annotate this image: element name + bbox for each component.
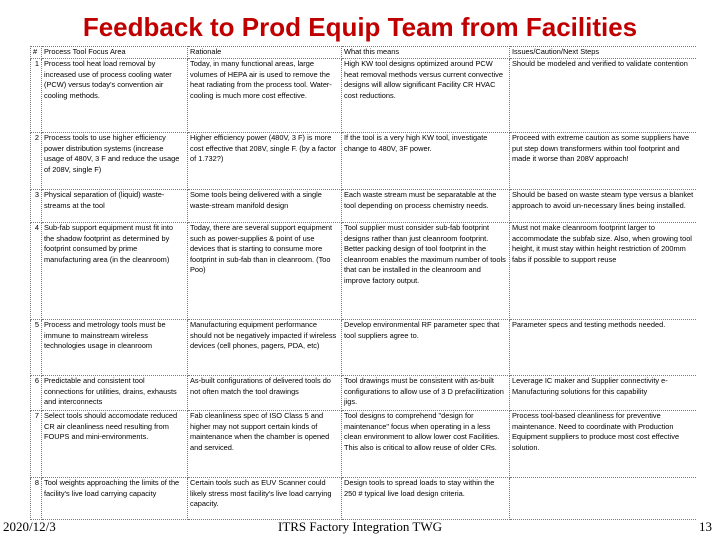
row-number: 4: [31, 223, 42, 320]
row-number: 8: [31, 478, 42, 520]
rationale-cell: Certain tools such as EUV Scanner could likely stress most facility's live load carrying capacity.: [188, 478, 342, 520]
table-row: [31, 411, 698, 478]
issues-cell: Leverage IC maker and Supplier connectivity e-Manufacturing solutions for this capability: [510, 376, 698, 411]
footer-org: ITRS Factory Integration TWG: [277, 519, 443, 534]
issues-cell: Process tool-based cleanliness for preventive maintenance. Need to coordinate with Production Equipment suppliers to produce most cost effective solution.: [510, 411, 698, 478]
header-rationale: Rationale: [188, 47, 342, 59]
table-row: [31, 133, 698, 190]
issues-cell: Must not make cleanroom footprint larger to accommodate the subfab size. Also, when growing tool height, it must stay within height restriction of 200mm fabs if possible to support reuse: [510, 223, 698, 320]
row-number: 7: [31, 411, 42, 478]
focus-area-cell: Predictable and consistent tool connections for utilities, drains, exhausts and interconnects: [42, 376, 188, 411]
table-row: [31, 478, 698, 520]
feedback-table: [30, 46, 697, 520]
issues-cell: Proceed with extreme caution as some suppliers have put step down transformers within tool footprint and made it worse than 208V approach!: [510, 133, 698, 190]
means-cell: Tool drawings must be consistent with as-built configurations to allow use of 3 D prefacilitization jigs.: [342, 376, 510, 411]
issues-cell: Should be modeled and verified to validate contention: [510, 59, 698, 133]
means-cell: High KW tool designs optimized around PCW heat removal methods versus current convective designs will allow significant Facility CR HVAC cost reductions.: [342, 59, 510, 133]
issues-cell: Should be based on waste steam type versus a blanket approach to avoid un-necessary lines being installed.: [510, 190, 698, 223]
focus-area-cell: Physical separation of (liquid) waste-streams at the tool: [42, 190, 188, 223]
table-row: [31, 376, 698, 411]
table-row: [31, 223, 698, 320]
header-issues: Issues/Caution/Next Steps: [510, 47, 698, 59]
means-cell: Develop environmental RF parameter spec that tool suppliers agree to.: [342, 320, 510, 376]
focus-area-cell: Process tools to use higher efficiency power distribution systems (increase usage of 480V, 3 F and reduce the usage of 208V, single F): [42, 133, 188, 190]
means-cell: Each waste stream must be separatable at the tool depending on process chemistry needs.: [342, 190, 510, 223]
rationale-cell: Today, in many functional areas, large volumes of HEPA air is used to remove the heat radiating from the process tool. Water-cooling is much more cost effective.: [188, 59, 342, 133]
rationale-cell: Higher efficiency power (480V, 3 F) is more cost effective that 208V, single F. (by a factor of 1.732?): [188, 133, 342, 190]
means-cell: If the tool is a very high KW tool, investigate change to 480V, 3F power.: [342, 133, 510, 190]
header-focus-area: Process Tool Focus Area: [42, 47, 188, 59]
means-cell: Tool supplier must consider sub-fab footprint designs rather than just cleanroom footprint. Better packing design of tool footprint in the cleanroom enables the maximum number of tools that can be installed in the cleanroom and improve factory output.: [342, 223, 510, 320]
page-number: 13: [699, 519, 712, 534]
rationale-cell: Fab cleanliness spec of ISO Class 5 and higher may not support certain kinds of maintenance when the chamber is opened and serviced.: [188, 411, 342, 478]
rationale-cell: As-built configurations of delivered tools do not often match the tool drawings: [188, 376, 342, 411]
means-cell: Tool designs to comprehend "design for maintenance" focus when operating in a less clean environment to allow lower cost Facilities. This also is critical to allow reuse of older CRs.: [342, 411, 510, 478]
feedback-table-container: [30, 46, 697, 520]
issues-cell: [510, 478, 698, 520]
row-number: 1: [31, 59, 42, 133]
row-number: 3: [31, 190, 42, 223]
focus-area-cell: Process and metrology tools must be immune to mainstream wireless technologies usage in cleanroom: [42, 320, 188, 376]
means-cell: Design tools to spread loads to stay within the 250 # typical live load design criteria.: [342, 478, 510, 520]
focus-area-cell: Select tools should accomodate reduced CR air cleanliness need resulting from FOUPS and mini-environments.: [42, 411, 188, 478]
issues-cell: Parameter specs and testing methods needed.: [510, 320, 698, 376]
header-what-this-means: What this means: [342, 47, 510, 59]
focus-area-cell: Sub-fab support equipment must fit into the shadow footprint as determined by footprint consumed by prime manufacturing area (in the cleanroom): [42, 223, 188, 320]
row-number: 6: [31, 376, 42, 411]
slide-title: Feedback to Prod Equip Team from Facilities: [82, 12, 638, 42]
row-number: 5: [31, 320, 42, 376]
rationale-cell: Today, there are several support equipment such as power-supplies & point of use devices that is starting to consume more footprint in sub-fab than in cleanroom. (Too Poo): [188, 223, 342, 320]
focus-area-cell: Tool weights approaching the limits of the facility's live load carrying capacity: [42, 478, 188, 520]
rationale-cell: Some tools being delivered with a single waste-stream manifold design: [188, 190, 342, 223]
row-number: 2: [31, 133, 42, 190]
footer-date: 2020/12/3: [3, 519, 56, 534]
table-row: [31, 320, 698, 376]
table-header-row: [31, 47, 698, 59]
table-row: [31, 59, 698, 133]
rationale-cell: Manufacturing equipment performance should not be negatively impacted if wireless devices (cell phones, pagers, PDA, etc): [188, 320, 342, 376]
header-num: #: [31, 47, 42, 59]
focus-area-cell: Process tool heat load removal by increased use of process cooling water (PCW) versus today's convention air cooling methods.: [42, 59, 188, 133]
table-row: [31, 190, 698, 223]
